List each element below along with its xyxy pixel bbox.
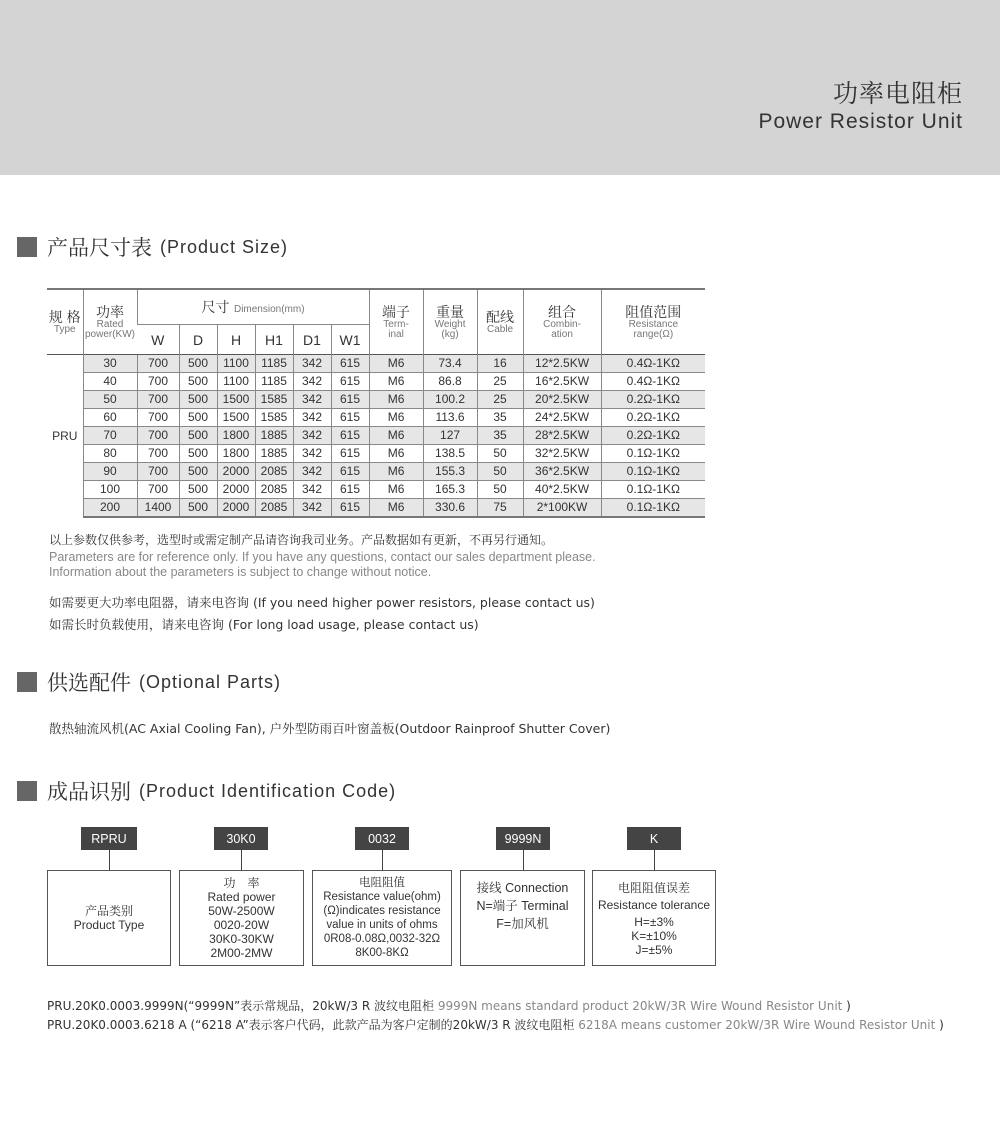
table-cell: 342 (293, 409, 331, 427)
table-cell: 615 (331, 391, 369, 409)
table-cell: 50 (83, 391, 137, 409)
table-cell: 342 (293, 445, 331, 463)
header-dimension: 尺寸 Dimension(mm) (137, 289, 369, 325)
table-cell: M6 (369, 481, 423, 499)
header-combination: 组合 Combin-ation (523, 289, 601, 355)
header-terminal: 端子 Term-inal (369, 289, 423, 355)
section-identification (17, 776, 396, 806)
table-cell: 615 (331, 499, 369, 518)
table-cell: 40 (83, 373, 137, 391)
product-size-table (47, 288, 705, 518)
table-row (47, 373, 705, 391)
table-cell: 1800 (217, 445, 255, 463)
table-cell: 615 (331, 427, 369, 445)
table-row (47, 427, 705, 445)
table-cell: 16*2.5KW (523, 373, 601, 391)
table-cell: 0.1Ω-1KΩ (601, 481, 705, 499)
table-cell: 90 (83, 463, 137, 481)
header-dim-h1: H1 (255, 325, 293, 355)
section-title-en: (Product Size) (160, 236, 289, 257)
table-cell: 16 (477, 355, 523, 373)
code-box-type: RPRU (81, 827, 137, 850)
table-cell: 330.6 (423, 499, 477, 518)
table-cell: 1585 (255, 391, 293, 409)
table-cell: 1800 (217, 427, 255, 445)
table-cell: 700 (137, 463, 179, 481)
table-row (47, 445, 705, 463)
connector-line (382, 850, 383, 870)
table-cell: M6 (369, 391, 423, 409)
table-cell: 73.4 (423, 355, 477, 373)
table-cell: 32*2.5KW (523, 445, 601, 463)
table-cell: 1185 (255, 373, 293, 391)
table-cell: 1400 (137, 499, 179, 518)
code-box-power: 30K0 (214, 827, 268, 850)
table-cell: 500 (179, 481, 217, 499)
header-power: 功率 Rated power(KW) (83, 289, 137, 355)
table-cell: M6 (369, 499, 423, 518)
table-cell: 25 (477, 373, 523, 391)
table-cell: M6 (369, 427, 423, 445)
table-cell: 342 (293, 355, 331, 373)
table-cell: 100 (83, 481, 137, 499)
table-cell: 2*100KW (523, 499, 601, 518)
header-dim-d: D (179, 325, 217, 355)
table-row (47, 481, 705, 499)
table-cell: 1100 (217, 373, 255, 391)
code-box-tolerance: K (627, 827, 681, 850)
table-cell: 113.6 (423, 409, 477, 427)
table-cell: 500 (179, 463, 217, 481)
table-cell: 40*2.5KW (523, 481, 601, 499)
connector-line (523, 850, 524, 870)
table-row (47, 409, 705, 427)
header-type: 规 格 Type (47, 289, 83, 355)
table-cell: 500 (179, 373, 217, 391)
table-cell: 500 (179, 499, 217, 518)
table-cell: 700 (137, 355, 179, 373)
table-cell: 2000 (217, 499, 255, 518)
header-dim-h: H (217, 325, 255, 355)
table-cell: 700 (137, 373, 179, 391)
table-cell: 0.2Ω-1KΩ (601, 427, 705, 445)
table-cell: 0.2Ω-1KΩ (601, 409, 705, 427)
note-en-1: Parameters are for reference only. If you have any questions, contact our sales department please. (49, 550, 596, 564)
table-cell: 1885 (255, 445, 293, 463)
table-cell: 1885 (255, 427, 293, 445)
header-weight: 重量 Weight (kg) (423, 289, 477, 355)
table-cell: 100.2 (423, 391, 477, 409)
code-desc-type: 产品类别 Product Type (47, 870, 171, 966)
square-bullet-icon (17, 781, 37, 801)
table-cell: 615 (331, 355, 369, 373)
table-cell: 20*2.5KW (523, 391, 601, 409)
table-cell: 700 (137, 445, 179, 463)
table-cell: 12*2.5KW (523, 355, 601, 373)
table-cell: 2000 (217, 481, 255, 499)
section-title-cn: 产品尺寸表 (47, 236, 152, 260)
example-line-2: PRU.20K0.0003.6218 A (“6218 A”表示客户代码，此款产品为客户定制的20kW/3 R 波纹电阻柜 6218A means customer 20kW/3R Wire Wound Resistor Unit ) (47, 1018, 944, 1032)
table-cell: 80 (83, 445, 137, 463)
table-cell: 75 (477, 499, 523, 518)
section-title-cn: 成品识别 (47, 780, 131, 804)
header-resistance: 阻值范围 Resistance range(Ω) (601, 289, 705, 355)
table-cell: M6 (369, 373, 423, 391)
table-cell: 155.3 (423, 463, 477, 481)
table-cell: 2085 (255, 463, 293, 481)
contact-note-1: 如需要更大功率电阻器，请来电咨询 (If you need higher power resistors, please contact us) (49, 595, 595, 610)
table-cell: 2000 (217, 463, 255, 481)
table-cell: 1100 (217, 355, 255, 373)
table-cell: 165.3 (423, 481, 477, 499)
table-cell: M6 (369, 409, 423, 427)
code-desc-tolerance: 电阻阻值误差 Resistance tolerance H=±3% K=±10% J=±5% (592, 870, 716, 966)
section-product-size (17, 232, 288, 262)
table-cell: 1500 (217, 391, 255, 409)
table-cell: 615 (331, 409, 369, 427)
table-cell: 700 (137, 427, 179, 445)
table-cell: 1585 (255, 409, 293, 427)
table-cell: 86.8 (423, 373, 477, 391)
table-cell: 500 (179, 391, 217, 409)
table-cell: 60 (83, 409, 137, 427)
contact-note-2: 如需长时负载使用，请来电咨询 (For long load usage, please contact us) (49, 617, 479, 632)
table-row (47, 391, 705, 409)
table-cell: 342 (293, 427, 331, 445)
table-cell: 342 (293, 463, 331, 481)
table-cell: 1500 (217, 409, 255, 427)
table-cell: 700 (137, 391, 179, 409)
section-optional-parts (17, 667, 281, 697)
table-cell: 615 (331, 481, 369, 499)
table-cell: 28*2.5KW (523, 427, 601, 445)
table-cell: 342 (293, 391, 331, 409)
table-cell: 50 (477, 445, 523, 463)
table-cell: 0.4Ω-1KΩ (601, 355, 705, 373)
table-cell: 342 (293, 499, 331, 518)
table-cell: 24*2.5KW (523, 409, 601, 427)
table-cell: 0.1Ω-1KΩ (601, 499, 705, 518)
table-cell: 35 (477, 409, 523, 427)
type-cell: PRU (47, 355, 83, 518)
code-box-resistance: 0032 (355, 827, 409, 850)
table-cell: 500 (179, 409, 217, 427)
section-title-en: (Product Identification Code) (139, 780, 397, 801)
table-cell: 500 (179, 427, 217, 445)
header-dim-d1: D1 (293, 325, 331, 355)
table-cell: 2085 (255, 499, 293, 518)
table-cell: 0.1Ω-1KΩ (601, 445, 705, 463)
section-title-en: (Optional Parts) (139, 671, 282, 692)
code-desc-connection: 接线 Connection N=端子 Terminal F=加风机 (460, 870, 585, 966)
table-cell: 500 (179, 355, 217, 373)
table-cell: 50 (477, 481, 523, 499)
table-cell: 0.4Ω-1KΩ (601, 373, 705, 391)
code-box-connection: 9999N (496, 827, 550, 850)
title-cn: 功率电阻柜 (832, 79, 963, 108)
table-cell: 500 (179, 445, 217, 463)
table-cell: 700 (137, 409, 179, 427)
table-cell: 700 (137, 481, 179, 499)
connector-line (109, 850, 110, 870)
code-desc-power: 功 率 Rated power 50W-2500W 0020-20W 30K0-30KW 2M00-2MW (179, 870, 304, 966)
table-cell: 36*2.5KW (523, 463, 601, 481)
square-bullet-icon (17, 672, 37, 692)
table-cell: 2085 (255, 481, 293, 499)
table-cell: 70 (83, 427, 137, 445)
table-cell: M6 (369, 445, 423, 463)
table-row (47, 463, 705, 481)
header-dim-w1: W1 (331, 325, 369, 355)
connector-line (241, 850, 242, 870)
table-cell: M6 (369, 355, 423, 373)
table-cell: 1185 (255, 355, 293, 373)
table-cell: 615 (331, 373, 369, 391)
table-cell: 0.1Ω-1KΩ (601, 463, 705, 481)
table-cell: 342 (293, 481, 331, 499)
table-cell: 50 (477, 463, 523, 481)
code-desc-resistance: 电阻阻值 Resistance value(ohm) (Ω)indicates resistance value in units of ohms 0R08-0.08Ω,0032-32Ω 8K00-8KΩ (312, 870, 452, 966)
table-cell: 35 (477, 427, 523, 445)
note-en-2: Information about the parameters is subject to change without notice. (49, 565, 432, 579)
connector-line (654, 850, 655, 870)
table-cell: 127 (423, 427, 477, 445)
table-cell: 200 (83, 499, 137, 518)
table-cell: 25 (477, 391, 523, 409)
table-cell: 615 (331, 463, 369, 481)
example-line-1: PRU.20K0.0003.9999N(“9999N”表示常规品，20kW/3 R 波纹电阻柜 9999N means standard product 20kW/3R Wire Wound Resistor Unit ) (47, 999, 851, 1013)
note-cn: 以上参数仅供参考，选型时或需定制产品请咨询我司业务。产品数据如有更新，不再另行通知。 (49, 533, 554, 547)
table-row (47, 499, 705, 518)
table-cell: 30 (83, 355, 137, 373)
square-bullet-icon (17, 237, 37, 257)
title-en: Power Resistor Unit (758, 110, 963, 133)
section-title-cn: 供选配件 (47, 671, 131, 695)
header-cable: 配线 Cable (477, 289, 523, 355)
table-cell: 0.2Ω-1KΩ (601, 391, 705, 409)
table-row (47, 355, 705, 373)
optional-parts-text: 散热轴流风机(AC Axial Cooling Fan), 户外型防雨百叶窗盖板(Outdoor Rainproof Shutter Cover) (49, 721, 611, 736)
table-cell: 342 (293, 373, 331, 391)
header-dim-w: W (137, 325, 179, 355)
table-cell: 138.5 (423, 445, 477, 463)
header-banner (0, 0, 1000, 175)
table-cell: M6 (369, 463, 423, 481)
table-cell: 615 (331, 445, 369, 463)
